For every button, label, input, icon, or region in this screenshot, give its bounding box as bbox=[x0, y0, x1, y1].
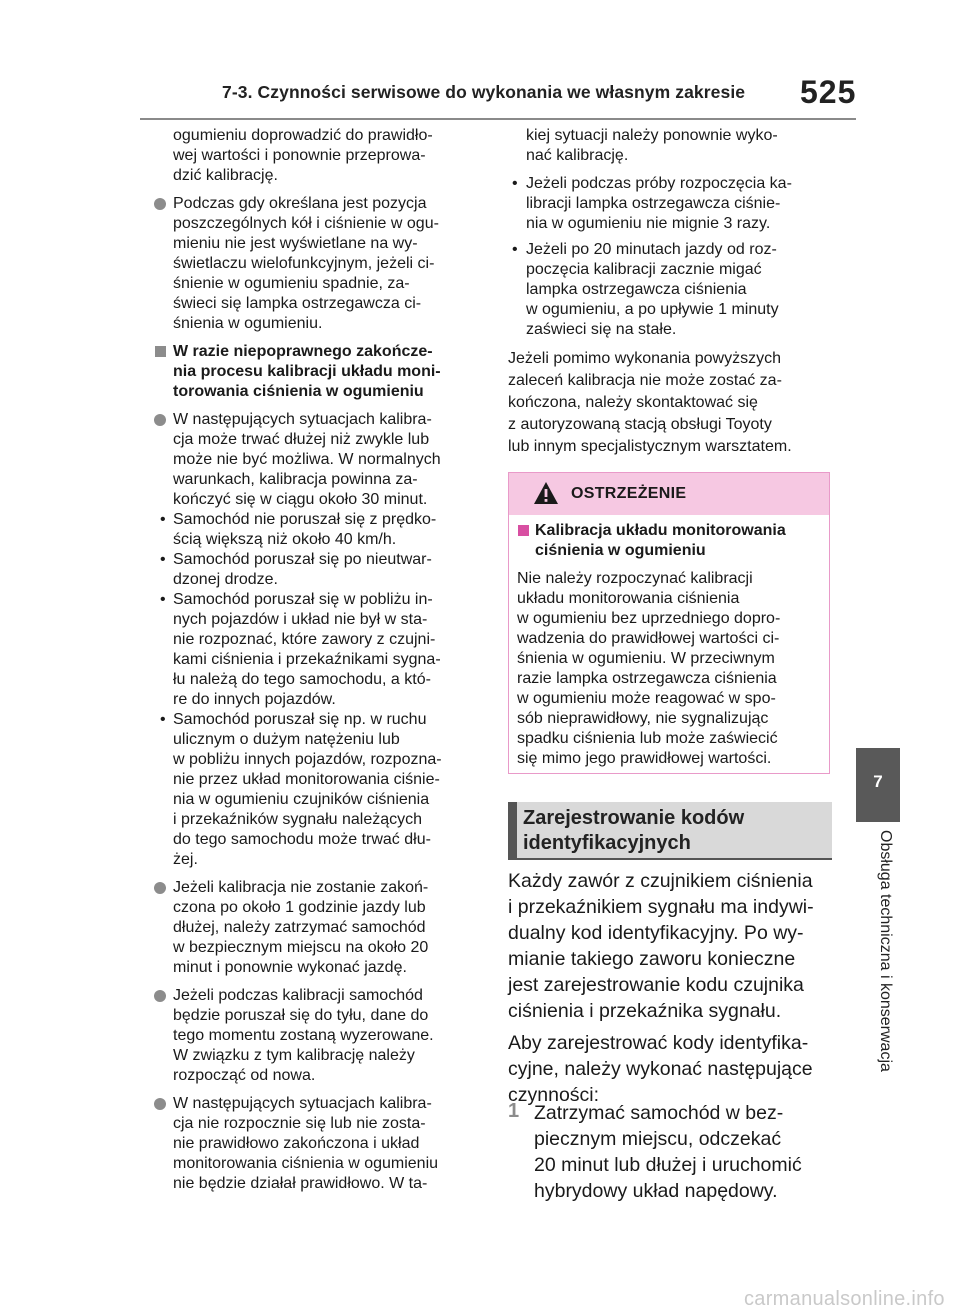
text-line: mianie takiego zaworu konieczne bbox=[508, 948, 796, 970]
list-item bbox=[154, 510, 484, 550]
text-line: libracji lampka ostrzegawcza ciśnie- bbox=[526, 195, 781, 212]
text-line: i przekaźnikiem sygnału ma indywi- bbox=[508, 896, 814, 918]
list-item bbox=[154, 710, 484, 870]
bullet-dot-icon: • bbox=[160, 591, 166, 608]
text-line: Każdy zawór z czujnikiem ciśnienia bbox=[508, 870, 813, 892]
text-line: dzonej drodze. bbox=[173, 571, 278, 588]
list-item bbox=[508, 240, 834, 340]
text-line: kiej sytuacji należy ponownie wyko- bbox=[526, 127, 778, 144]
text-line: Nie należy rozpoczynać kalibracji bbox=[517, 570, 753, 587]
text-line: monitorowania ciśnienia w ogumieniu bbox=[173, 1155, 439, 1172]
intro-continuation bbox=[173, 126, 484, 186]
bullet-dot-icon: • bbox=[160, 711, 166, 728]
warning-subheading bbox=[517, 521, 821, 561]
text-line: cja może trwać dłużej niż zwykle lub bbox=[173, 431, 430, 448]
bullet-dot-icon: • bbox=[160, 511, 166, 528]
text-line: świeci się lampka ostrzegawcza ci- bbox=[173, 295, 422, 312]
text-line: nia procesu kalibracji układu moni- bbox=[173, 363, 441, 380]
text-line: re do innych pojazdów. bbox=[173, 691, 336, 708]
list-item bbox=[154, 550, 484, 590]
text-line: dłużej, należy zatrzymać samochód bbox=[173, 919, 426, 936]
warning-box bbox=[508, 472, 830, 774]
text-line: lub innym specjalistycznym warsztatem. bbox=[508, 438, 792, 455]
text-line: Podczas gdy określana jest pozycja bbox=[173, 195, 427, 212]
text-line: mieniu nie jest wyświetlane na wy- bbox=[173, 235, 418, 252]
text-line: kończyć się w ciągu około 30 minut. bbox=[173, 491, 428, 508]
bullet-dot-icon: • bbox=[160, 551, 166, 568]
step-1 bbox=[508, 1100, 834, 1204]
text-line: ogumieniu doprowadzić do prawidło- bbox=[173, 127, 433, 144]
text-line: nać kalibrację. bbox=[526, 147, 629, 164]
right-column bbox=[508, 126, 834, 458]
text-line: z autoryzowaną stacją obsługi Toyoty bbox=[508, 416, 772, 433]
text-line: kończona, należy skontaktować się bbox=[508, 394, 758, 411]
bullet-dot-icon: • bbox=[512, 241, 518, 258]
text-line: będzie poruszał się do tyłu, dane do bbox=[173, 1007, 429, 1024]
text-line: minut i ponownie wykonać jazdę. bbox=[173, 959, 407, 976]
text-line: do tego samochodu może trwać dłu- bbox=[173, 831, 431, 848]
text-line: lampka ostrzegawcza ciśnienia bbox=[526, 281, 747, 298]
text-line: kami ciśnienia i przekaźnikami sygna- bbox=[173, 651, 441, 668]
text-line: Jeżeli podczas próby rozpoczęcia ka- bbox=[526, 175, 792, 192]
text-line: Jeżeli pomimo wykonania powyższych bbox=[508, 350, 781, 367]
text-line: śnienia w ogumieniu. bbox=[173, 315, 323, 332]
text-line: Jeżeli podczas kalibracji samochód bbox=[173, 987, 423, 1004]
continuation-text bbox=[526, 126, 834, 166]
text-line: spadku ciśnienia lub może zaświecić bbox=[517, 730, 778, 747]
text-line: śnienie w ogumieniu spadnie, za- bbox=[173, 275, 410, 292]
text-line: warunkach, kalibracja powinna za- bbox=[173, 471, 418, 488]
text-line: Samochód poruszał się w pobliżu in- bbox=[173, 591, 433, 608]
text-line: dualny kod identyfikacyjny. Po wy- bbox=[508, 922, 804, 944]
left-column bbox=[154, 126, 484, 1202]
paragraph-reverse-driving bbox=[154, 986, 484, 1086]
text-line: hybrydowy układ napędowy. bbox=[534, 1180, 778, 1202]
text-line: czynności: bbox=[508, 1084, 600, 1106]
text-line: śnienia w ogumieniu. W przeciwnym bbox=[517, 650, 775, 667]
paragraph bbox=[508, 868, 834, 1024]
text-line: cja nie rozpocznie się lub nie zosta- bbox=[173, 1115, 426, 1132]
text-line: sób nieprawidłowy, nie sygnalizując bbox=[517, 710, 769, 727]
header-divider bbox=[140, 118, 856, 120]
text-line: W następujących sytuacjach kalibra- bbox=[173, 1095, 432, 1112]
text-line: ciśnienia i przekaźnika sygnału. bbox=[508, 1000, 782, 1022]
warning-body bbox=[509, 515, 829, 769]
paragraph-position-detection bbox=[154, 194, 484, 334]
section-heading bbox=[523, 806, 744, 856]
text-line: nych pojazdów i układ nie był w sta- bbox=[173, 611, 428, 628]
bullet-circle-icon bbox=[154, 414, 166, 426]
text-line: Zarejestrowanie kodów bbox=[523, 807, 745, 829]
text-line: łu należą do tego samochodu, a któ- bbox=[173, 671, 431, 688]
chapter-number: 7 bbox=[873, 772, 883, 791]
text-line: 20 minut lub dłużej i uruchomić bbox=[534, 1154, 802, 1176]
text-line: w ogumieniu, a po upływie 1 minuty bbox=[526, 301, 779, 318]
warning-triangle-icon bbox=[533, 481, 559, 505]
text-line: rozpocząć od nowa. bbox=[173, 1067, 316, 1084]
text-line: tego momentu zostaną wyzerowane. bbox=[173, 1027, 434, 1044]
text-line: piecznym miejscu, odczekać bbox=[534, 1128, 782, 1150]
chapter-label: Obsługa techniczna i konserwacja bbox=[877, 830, 894, 1072]
text-line: Samochód nie poruszał się z prędko- bbox=[173, 511, 437, 528]
text-line: nie rozpoznać, które zawory z czujni- bbox=[173, 631, 436, 648]
step-text bbox=[534, 1100, 834, 1204]
bullet-circle-icon bbox=[154, 198, 166, 210]
text-line: Samochód poruszał się po nieutwar- bbox=[173, 551, 432, 568]
paragraph bbox=[508, 1030, 834, 1108]
text-line: dzić kalibrację. bbox=[173, 167, 278, 184]
text-line: nia w ogumieniu czujników ciśnienia bbox=[173, 791, 430, 808]
text-line: nia w ogumieniu nie mignie 3 razy. bbox=[526, 215, 771, 232]
warning-title: OSTRZEŻENIE bbox=[571, 485, 687, 502]
text-line: w ogumieniu bez uprzedniego dopro- bbox=[517, 610, 781, 627]
heading-square-icon bbox=[155, 346, 166, 357]
text-line: może nie być możliwa. W normalnych bbox=[173, 451, 441, 468]
text-line: jest zarejestrowanie kodu czujnika bbox=[508, 974, 804, 996]
chapter-tab bbox=[856, 748, 900, 822]
paragraph-longer-calibration bbox=[154, 410, 484, 510]
paragraph-calibration-not-starting bbox=[154, 1094, 484, 1194]
text-line: W związku z tym kalibrację należy bbox=[173, 1047, 415, 1064]
page-number: 525 bbox=[800, 74, 857, 110]
text-line: wej wartości i ponownie przeprowa- bbox=[173, 147, 426, 164]
text-line: zaleceń kalibracja nie może zostać za- bbox=[508, 372, 782, 389]
text-line: nie przez układ monitorowania ciśnie- bbox=[173, 771, 440, 788]
heading-square-icon bbox=[518, 525, 529, 536]
warning-header bbox=[509, 473, 829, 515]
text-line: w ogumieniu może reagować w spo- bbox=[517, 690, 776, 707]
text-line: świetlaczu wielofunkcyjnym, jeżeli ci- bbox=[173, 255, 435, 272]
text-line: Zatrzymać samochód w bez- bbox=[534, 1102, 784, 1124]
text-line: W następujących sytuacjach kalibra- bbox=[173, 411, 432, 428]
text-line: cyjne, należy wykonać następujące bbox=[508, 1058, 813, 1080]
text-line: Aby zarejestrować kody identyfika- bbox=[508, 1032, 809, 1054]
subheading-calibration-failure bbox=[154, 342, 484, 402]
bullet-circle-icon bbox=[154, 882, 166, 894]
list-item bbox=[508, 174, 834, 234]
bullet-circle-icon bbox=[154, 990, 166, 1002]
text-line: poszczególnych kół i ciśnienie w ogu- bbox=[173, 215, 439, 232]
text-line: razie lampka ostrzegawcza ciśnienia bbox=[517, 670, 777, 687]
text-line: Jeżeli kalibracja nie zostanie zakoń- bbox=[173, 879, 429, 896]
text-line: ciśnienia w ogumieniu bbox=[535, 542, 706, 559]
text-line: zaświeci się na stałe. bbox=[526, 321, 677, 338]
warning-text bbox=[517, 569, 821, 769]
section-title: 7-3. Czynności serwisowe do wykonania we własnym zakresie bbox=[222, 82, 746, 102]
watermark: carmanualsonline.info bbox=[744, 1288, 945, 1310]
text-line: W razie niepoprawnego zakończe- bbox=[173, 343, 433, 360]
text-line: poczęcia kalibracji zacznie migać bbox=[526, 261, 762, 278]
text-line: w bezpiecznym miejscu na około 20 bbox=[173, 939, 429, 956]
text-line: ścią większą niż około 40 km/h. bbox=[173, 531, 397, 548]
text-line: się mimo jego prawidłowej wartości. bbox=[517, 750, 772, 767]
section-heading-box bbox=[508, 802, 832, 860]
id-code-paragraph bbox=[508, 868, 834, 1108]
text-line: nie prawidłowo zakończona i układ bbox=[173, 1135, 420, 1152]
text-line: ulicznym o dużym natężeniu lub bbox=[173, 731, 400, 748]
text-line: identyfikacyjnych bbox=[523, 832, 691, 854]
text-line: i przekaźników sygnału należących bbox=[173, 811, 423, 828]
text-line: torowania ciśnienia w ogumieniu bbox=[173, 383, 424, 400]
text-line: żej. bbox=[173, 851, 198, 868]
bullet-circle-icon bbox=[154, 1098, 166, 1110]
text-line: wadzenia do prawidłowej wartości ci- bbox=[517, 630, 780, 647]
text-line: nie będzie działał prawidłowo. W ta- bbox=[173, 1175, 428, 1192]
contact-paragraph bbox=[508, 348, 834, 458]
step-number: 1 bbox=[508, 1100, 520, 1122]
text-line: w pobliżu innych pojazdów, rozpozna- bbox=[173, 751, 442, 768]
bullet-dot-icon: • bbox=[512, 175, 518, 192]
text-line: Samochód poruszał się np. w ruchu bbox=[173, 711, 427, 728]
list-item bbox=[154, 590, 484, 710]
text-line: układu monitorowania ciśnienia bbox=[517, 590, 740, 607]
text-line: Jeżeli po 20 minutach jazdy od roz- bbox=[526, 241, 777, 258]
text-line: Kalibracja układu monitorowania bbox=[535, 522, 786, 539]
text-line: czona po około 1 godzinie jazdy lub bbox=[173, 899, 426, 916]
paragraph-calibration-timeout bbox=[154, 878, 484, 978]
